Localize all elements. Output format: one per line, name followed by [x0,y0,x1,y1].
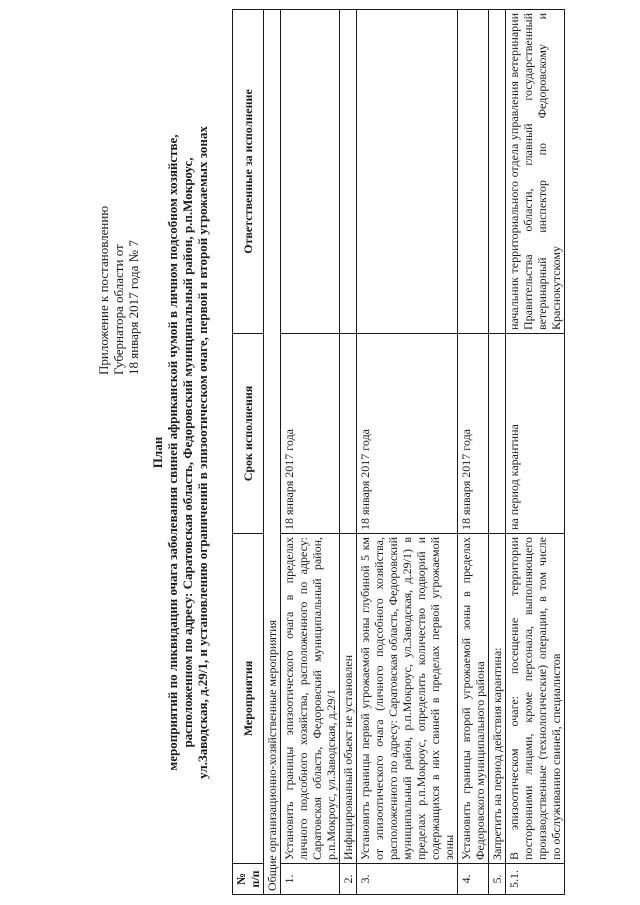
row-num: 1. [281,864,340,895]
row-deadline [489,334,506,534]
table-row [340,10,357,895]
row-num: 2. [340,864,357,895]
row-deadline: на период карантина [506,334,565,534]
row-num: 3. [357,864,458,895]
table-row [489,10,506,895]
table-row [506,10,565,895]
row-responsible [458,10,489,334]
section-title: Общие организационно-хозяйственные мероприятия [264,10,281,895]
table-header-row [233,10,264,895]
title-line-3: расположенном по адресу: Саратовская область, Федоровский муниципальный район, р.п.Мокроус, [180,157,195,748]
row-responsible [357,10,458,334]
header-deadline: Срок исполнения [233,334,264,534]
row-responsible: начальник территориального отдела управления ветеринарии Правительства области, главный государственный ветеринарный инспектор по Федоровскому и Краснокутскому [506,10,565,334]
appendix-line-3: 18 января 2017 года № 7 [126,240,141,375]
title-plan: План [150,436,165,469]
header-num: № п/п [233,864,264,895]
row-deadline [340,334,357,534]
row-responsible [489,10,506,334]
plan-table [232,9,565,895]
table-row [357,10,458,895]
title-line-4: ул.Заводская, д.29/1, и установлению ограничений в эпизоотическом очаге, первой и второй угрожаемых зонах [195,126,210,779]
table-row [281,10,340,895]
row-measure: Установить границы второй угрожаемой зоны в пределах Федоровского муниципального района [458,534,489,864]
document-title [150,0,210,905]
row-measure: Установить границы эпизоотического очага в пределах личного подсобного хозяйства, расположенного по адресу: Саратовская область, Федоровский муниципальный район, р.п.Мокроус, ул.Заводская, д.29/1 [281,534,340,864]
row-measure: Инфицированный объект не установлен [340,534,357,864]
header-responsible: Ответственные за исполнение [233,10,264,334]
row-deadline: 18 января 2017 года [458,334,489,534]
row-num: 5. [489,864,506,895]
appendix-line-2: Губернатора области от [111,244,126,375]
row-num: 4. [458,864,489,895]
table-row [458,10,489,895]
section-row [264,10,281,895]
title-line-2: мероприятий по ликвидации очага заболевания свиней африканской чумой в личном подсобном хозяйстве, [165,134,180,771]
row-measure: Установить границы первой угрожаемой зоны глубиной 5 км от эпизоотического очага (личного подсобного хозяйства, расположенного по адресу: Саратовская область, Федоровский муниципальный район, р.п.Мокроус, ул.Заводская, д.29/1) в пределах р.п.Мокроус, определить количество подворий и содержащихся в них свиней в пределах первой угрожаемой зоны [357,534,458,864]
appendix-note [96,206,141,375]
row-responsible [281,10,340,334]
row-deadline: 18 января 2017 года [281,334,340,534]
row-num: 5.1. [506,864,565,895]
row-measure: Запретить на период действия карантина: [489,534,506,864]
appendix-line-1: Приложение к постановлению [96,205,111,375]
row-measure: В эпизоотическом очаге: посещение территории посторонними лицами, кроме персонала, выполняющего производственные (технологические) операции, в том числе по обслуживанию свиней, специалистов [506,534,565,864]
row-responsible [340,10,357,334]
header-measures: Мероприятия [233,534,264,864]
row-deadline: 18 января 2017 года [357,334,458,534]
